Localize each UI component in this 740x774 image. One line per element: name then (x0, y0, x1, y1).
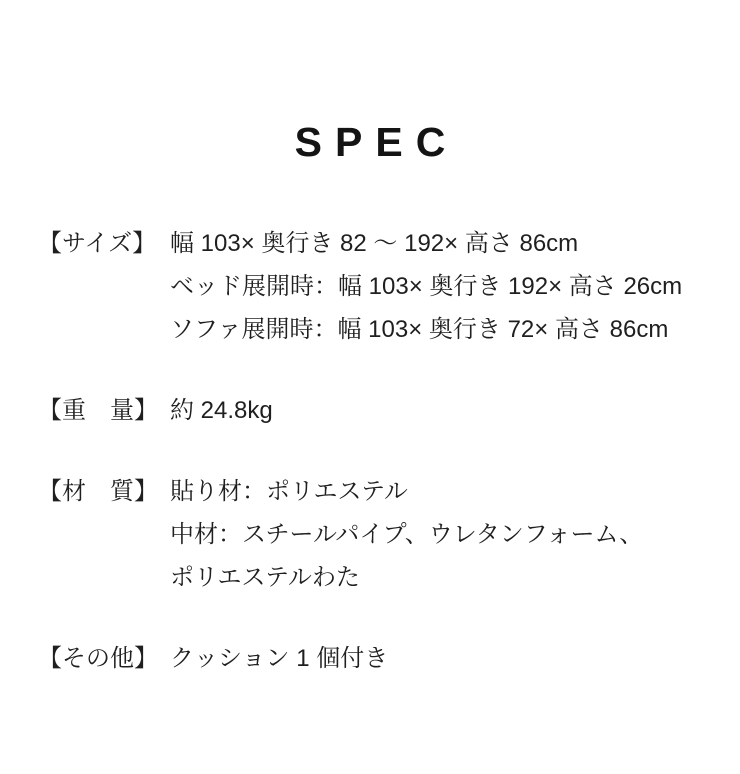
spec-row-other (38, 637, 730, 680)
spec-values-other (170, 637, 730, 680)
spec-values-material (170, 470, 730, 599)
material-line-filling-1: 中材：スチールパイプ、ウレタンフォーム、 (170, 521, 644, 548)
page-title: SPEC (294, 119, 459, 166)
spec-label-other: 【その他】 (38, 645, 158, 672)
spec-label-size: 【サイズ】 (38, 230, 157, 257)
spec-values-weight (170, 389, 730, 432)
size-line-default: 幅 103× 奥行き 82 ～ 192× 高さ 86cm (170, 230, 579, 257)
spec-row-size (38, 222, 730, 351)
weight-line: 約 24.8kg (170, 397, 273, 424)
other-line-cushion: クッション 1 個付き (170, 645, 389, 672)
spec-row-material (38, 470, 730, 599)
spec-row-weight (38, 389, 730, 432)
material-line-cover: 貼り材：ポリエステル (170, 478, 408, 505)
spec-values-size (170, 222, 730, 351)
size-line-bed-mode: ベッド展開時：幅 103× 奥行き 192× 高さ 26cm (170, 273, 683, 300)
spec-table (38, 222, 730, 680)
size-line-sofa-mode: ソファ展開時：幅 103× 奥行き 72× 高さ 86cm (170, 316, 669, 343)
material-line-filling-2: ポリエステルわた (170, 564, 360, 591)
spec-label-weight: 【重 量】 (38, 397, 158, 424)
spec-label-material: 【材 質】 (38, 478, 158, 505)
